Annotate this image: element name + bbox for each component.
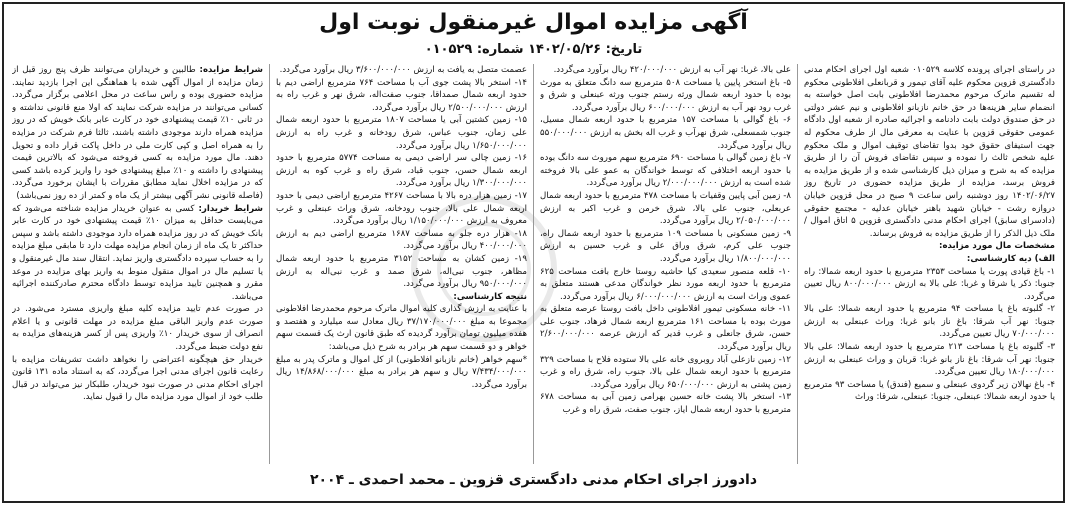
list-item: ۱- باغ قیادی پورت یا مساحت ۲۳۵۳ مترمربع با حدود اربعه شمالا: راه جنوبا: ذکر یا شرقا و غربا: علی بالا به ارزش ۸۰۰/۰۰۰/۰۰۰ ریال تعیین می‌گردد. <box>804 266 1055 302</box>
refund-paragraph: در صورت عدم تایید مزایده کلیه مبلغ واریزی مسترد می‌شود. در صورت عدم واریز الباقی مبلغ مزایده در مهلت قانونی و یا اعلام انصراف از سوی خریدار ۱۰٪ واریزی پس از کسر هزینه‌های مزایده به نفع دولت ضبط می‌گردد. <box>12 304 263 353</box>
list-item: عصمت متصل به یافت به ارزش ۳/۶۰۰/۰۰۰/۰۰۰ ریال برآورد می‌گردد. <box>279 65 527 75</box>
conclusion-paragraph: با عنایت به ارزش گذاری کلیه اموال ماترک مرحوم محمدرضا افلاطونی مجموعا به مبلغ ۳۷/۱۷۰/۰۰۰/۰۰۰ ریال معادل سه میلیارد و هفتصد و هفده میلیون تومان برآورد گردیده که طبق قانون ارث یک قسمت سهم خواهر و دو قسمت سهم هر برادر به شرح ذیل می‌باشد: <box>276 304 527 353</box>
auction-terms-text: طالبین و خریداران می‌توانند ظرف پنج روز قبل از زمان مزایده از اموال آگهی شده با هماهنگی این اجرا بازدید نمایند. مزایده حضوری بوده و راس ساعت در محل اعلامی برگزار می‌گردد. کسانی می‌توانند در مزایده شرکت نمایند که اولا منع قانونی نداشته و در ثانی ۱۰٪ قیمت پیشنهادی خود در کارت عابر بانک خویش که در روز مزایده همراه دارند موجودی داشته باشند، ثالثا فرم شرکت در مزایده را به همراه اصل و کپی کارت ملی در داخل پاکت قرار داده و تحویل دهند. مال مورد مزایده به کسی فروخته می‌شود که بالاترین قیمت پیشنهادی را داشته و ۱۰٪ مبلغ پیشنهادی خود را واریز کرده باشد کسی که در مزایده اخلال نماید مطابق مقررات با ایشان برخورد می‌گردد. (فاصله قانونی نشر آگهی بیشتر از یک ماه و کمتر از ده روز نمی‌باشد) <box>12 65 263 201</box>
notice-columns <box>12 64 1055 464</box>
conclusion-heading: نتیجه کارشناسی: <box>453 291 527 302</box>
list-item: ۱۵- زمین کشتین آبی یا مساحت ۱۸۰۷ مترمربع با حدود اربعه شمال علی زمان، جنوب عباس، شرق رودخانه و غرب راه به ارزش ۱/۶۵۰/۰۰۰/۰۰۰ ریال برآورد می‌گردد. <box>276 115 527 151</box>
list-item: ۳- گلبوته باغ یا مساحت ۲۱۳ مترمربع یا حدود اربعه شمالا: علی بالا جنوبا: نهر آب شرقا: باغ ناز بانو غربا: قربان و وراث عبنعلی به ارزش ۱۸۰/۰۰۰/۰۰۰ ریال تعیین می‌گردد. <box>804 342 1055 378</box>
auction-terms-paragraph <box>12 64 263 203</box>
list-item: ۱۶- زمین چالی سر اراضی دیمی به مساحت ۵۷۷۴ مترمربع با حدود اربعه شمال حسن، جنوب قباد، شرق راه و غرب کوه به ارزش ۱/۳۰۰/۰۰۰/۰۰۰ ریال برآورد می‌گردد. <box>276 153 527 189</box>
buyer-terms-text: کسی به عنوان خریدار مزایده شناخته می‌شود که می‌بایست حداقل به میزان ۱۰٪ قیمت پیشنهادی خود در کارت عابر بانک خویش که در روز مزایده همراه دارد موجودی داشته باشد و سپس حداکثر تا یک ماه از زمان انجام مزایده مهلت دارد تا مابقی مبلغ مزایده را به حساب سپرده دادگستری واریز نماید. انتقال سند مال غیرمنقول و یا تسلیم مال در اموال منقول منوط به واریز بهای مزایده در موعد مقرر و همچنین تایید مزایده توسط دادگاه محترم صادرکننده اجرائیه می‌باشد. <box>12 203 263 302</box>
list-item: ۱۹- زمین کشان به مساحت ۳۱۵۲ مترمربع با حدود اربعه شمال مظاهر، جنوب نبی‌اله، شرق صمد و غرب نبی‌اله به ارزش ۹۵۰/۰۰۰/۰۰۰ ریال برآورد می‌گردد. <box>276 253 527 290</box>
objection-paragraph: خریدار حق هیچگونه اعتراضی را نخواهد داشت تشریفات مزایده با رعایت قانون اجرای مدنی اجرا می‌گردد، که به استناد ماده ۱۳۱ قانون اجرای احکام مدنی در صورت نبود خریدار، طلبکار نیز می‌تواند در قبال طلب خود از اموال مورد مزایده مال را قبول نماید. <box>12 354 263 403</box>
list-item: ۱۷- زمین هزار دره بالا با مساحت ۴۲۶۷ مترمربع اراضی دیمی با حدود اربعه شمال علی بالا، جنوب رودخانه، شرق وراث عبنعلی و غرب معروف به ارزش ۱/۱۵۰/۰۰۰/۰۰۰ ریال برآورد می‌گردد. <box>276 190 527 227</box>
column-divider <box>797 64 798 464</box>
list-item: علی بالا، غربا: نهر آب به ارزش ۴۲۰/۰۰۰/۰۰۰ ریال برآورد می‌گردد. <box>553 65 791 75</box>
list-item: ۶- باغ گوالی با مساحت ۱۵۷ مترمربع با حدود اربعه شمال مسیل، جنوب شمسعلی، شرق نهرآب و غرب اله بخش به ارزش ۵۵۰/۰۰۰/۰۰۰ ریال برآورد می‌گردد. <box>540 115 791 151</box>
column-divider <box>533 64 534 464</box>
list-item: ۱۲- زمین نازعلی آباد روبروی خانه علی بالا ستوده فلاح با مساحت ۳۲۹ مترمربع با حدود اربعه شمال علی بالا، جنوب راه، شرق راه و غرب زمین پشتی به ارزش ۶۵۰/۰۰۰/۰۰۰ ریال برآورد می‌گردد. <box>540 354 791 390</box>
buyer-terms-heading: شرایط خریدار: <box>198 203 263 214</box>
date-number-line: تاریخ: ۱۴۰۲/۰۵/۲۶ شماره: ۰۱۰۵۲۹ <box>424 42 643 57</box>
column-right <box>804 64 1055 464</box>
signature-footer: دادورز اجرای احکام مدنی دادگستری قزوین ـ محمد احمدی ـ ۲۰۰۴ <box>309 472 758 488</box>
list-item: ۱۱- خانه مسکونی تیمور افلاطونی داخل بافت روستا عرصه متعلق به مورث بوده با مساحت ۱۶۱ مترمربع اربعه شمال فرهاد، جنوب علی حسن، شرق جانعلی و غرب قدیر که ارزش عرصه ۲/۶۰۰/۰۰۰/۰۰۰ ریال برآورد می‌گردد. <box>540 304 791 353</box>
expert-appraisal-heading: الف) دیه کارشناسی: <box>966 253 1055 264</box>
column-divider <box>269 64 270 464</box>
notice-title: آگهی مزایده اموال غیرمنقول نوبت اول <box>319 10 748 35</box>
auction-terms-heading: شرایط مزایده: <box>199 65 263 75</box>
list-item: ۱۸- هزار دره جلو به مساحت ۱۶۸۷ مترمربع اراضی دیم به ارزش ۴۰۰/۰۰۰/۰۰۰ ریال برآورد می‌گردد. <box>276 228 527 252</box>
list-item: ۹- زمین مسکونی با مساحت ۱۰۹ مترمربع با حدود اربعه شمال راه، جنوب علی کرم، شرق وراق علی و غرب حسین به ارزش ۱/۸۰۰/۰۰۰/۰۰۰ ریال برآورد می‌گردد. <box>540 228 791 264</box>
list-item: ۴- باغ نهالان زیر گردوی عبنعلی و سمیع (فندق) یا مساحت ۹۳ مترمربع یا حدود اربعه شمالا: عبنعلی، جنوبا: عبنعلی، شرقا: وراث <box>804 379 1055 403</box>
list-item: ۱۴- استخر بالا پشت جوی آب با مساحت ۷۶۴ مترمربع اراضی دیم با حدود اربعه شمال صمداقا، جنوب صفت‌اله، شرق نهر و غرب راه به ارزش ۲/۵۰۰/۰۰۰/۰۰۰ ریال برآورد می‌گردد. <box>276 77 527 113</box>
column-mid-right <box>540 64 791 464</box>
intro-paragraph: در راستای اجرای پرونده کلاسه ۰۱۰۵۲۹ شعبه اول اجرای احکام مدنی دادگستری قزوین محکوم علیه آقای تیمور و قربانعلی افلاطونی محکوم له تقسیم ماترک مرحوم محمدرضا افلاطونی بابت اصل خواسته به انضمام سایر هزینه‌ها در حق خانم نازبانو افلاطونی و نیم عشر دولتی در حق صندوق دولت بابت دادنامه و اجرائیه صادره از شعبه اول دادگاه عمومی حقوقی قزوین با عنایت به معرفی مال از طرف محکوم له جهت استیفای حقوق خود بدوا تقاضای توقیف اموال و ملک محکوم علیه شخص ثالث را نموده و سپس تقاضای فروش آن را از طریق مزایده که به شرح و میزان ذیل کارشناسی شده و از طریق مزایده به فروش برسد، مزایده از طریق مزایده حضوری در تاریخ روز ۱۴۰۲/۰۶/۲۷ روز دوشنبه راس ساعت ۹ صبح در محل قزوین خیابان دروازه رشت - خیابان شهید باهنر خیابان عدلیه - مجتمع حقوقی (دادسرای سابق) اجرای احکام مدنی دادگستری قزوین ۵ اتاق اموال / ملک ذیل الذکر را از طریق مزایده به فروش برساند. <box>804 65 1055 239</box>
list-item: ۸- زمین آبی پایین وقفیات با مساحت ۴۷۸ مترمربع با حدود اربعه شمال عربعلی، جنوب علی بالا، شرق خرمن و غرب اکبر به ارزش ۲/۰۵۰/۰۰۰/۰۰۰ ریال برآورد می‌گردد. <box>540 190 791 227</box>
conclusion-paragraph: *سهم خواهر (خانم نازبانو افلاطونی) از کل اموال و ماترک پدر به مبلغ ۷/۴۳۴/۰۰۰/۰۰۰ ریال و سهم هر برادر به مبلغ ۱۴/۸۶۸/۰۰۰/۰۰۰ ریال برآورد می‌گردد. <box>276 354 527 390</box>
property-spec-heading: مشخصات مال مورد مزایده: <box>939 241 1055 252</box>
column-mid-left <box>276 64 527 464</box>
list-item: ۱۳- استخر بالا پشت خانه حسین بهرامی زمین آبی به مساحت ۶۷۸ مترمربع با حدود اربعه شمال ایاز، جنوب صفت، شرق راه و غرب <box>540 392 791 416</box>
notice-frame <box>2 2 1065 503</box>
column-left <box>12 64 263 464</box>
list-item: ۱۰- قلعه منصور سعیدی کیا حاشیه روستا خارج بافت مساحت ۶۲۵ مترمربع با حدود اربعه مورد نظر خواندگان مدعی هستند متعلق به عموی وراث است به ارزش ۶/۰۰۰/۰۰۰/۰۰۰ ریال برآورد می‌گردد. <box>540 266 791 302</box>
list-item: ۵- باغ استخر پایین یا مساحت ۵۰۸ مترمربع سه دانگ متعلق به مورث بوده با حدود اربعه شمال ورثه رستم جنوب ورثه عبنعلی و شرق و غرب رود نهر آب به ارزش ۶۰۰/۰۰۰/۰۰۰ ریال برآورد می‌گردد. <box>540 77 791 113</box>
buyer-terms-paragraph <box>12 203 263 304</box>
list-item: ۲- گلبوته باغ یا مساحت ۹۴ مترمربع یا حدود اربعه شمالا: علی بالا جنوبا: نهر آب شرقا: باغ ناز بانو غربا: وراث عبنعلی به ارزش ۷۰/۰۰۰/۰۰۰ ریال تعیین می‌گردد. <box>804 304 1055 340</box>
list-item: ۷- باغ زمین گوالی با مساحت ۶۹۰ مترمربع سهم موروث سه دانگ بوده با حدود اربعه اختلافی که توسط خواندگان به عمو علی بالا فروخته شده است به ارزش ۲/۰۰۰/۰۰۰/۰۰۰ ریال برآورد می‌گردد. <box>540 153 791 189</box>
